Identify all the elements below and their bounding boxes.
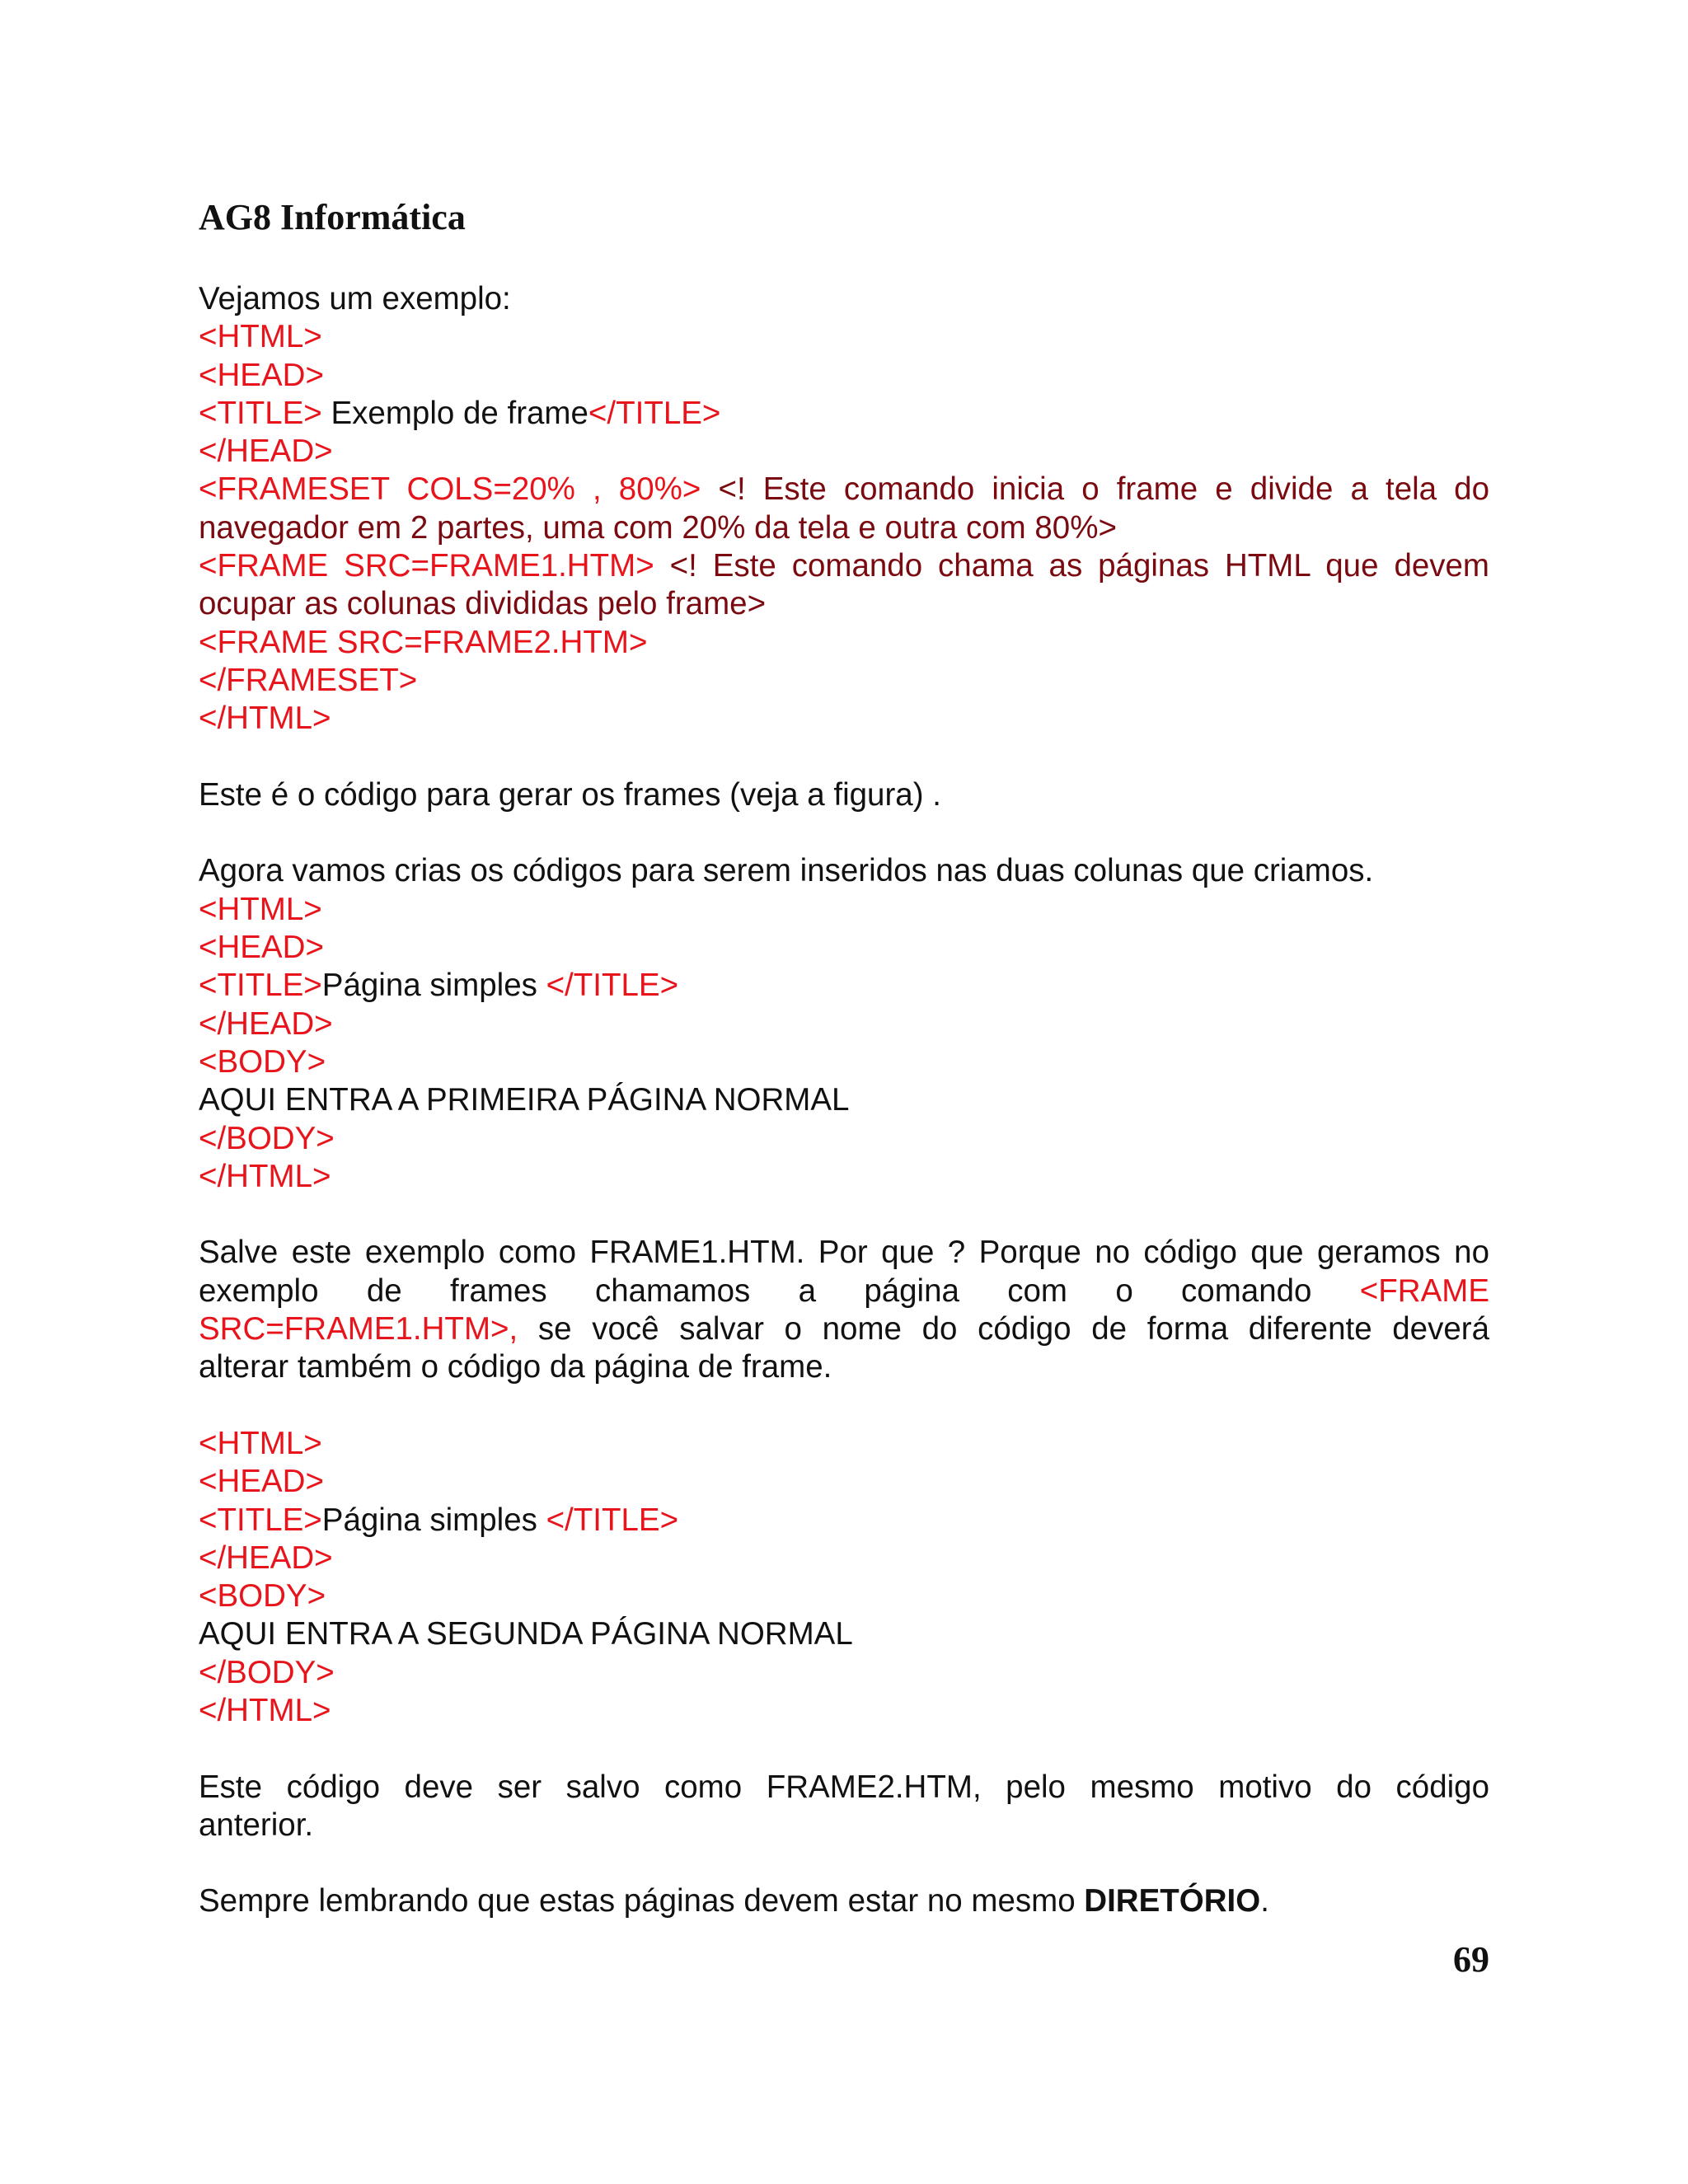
para-salve-line3-text: se você salvar o nome do código de forma diferente deverá [537, 1311, 1489, 1347]
code3-head-close: </HEAD> [199, 1540, 333, 1576]
code2-title-close: </TITLE> [546, 968, 679, 1004]
code-head-close: </HEAD> [199, 434, 333, 470]
page-body [199, 280, 1489, 1921]
code-title-line [199, 395, 1489, 433]
code-frameset-comment-2: navegador em 2 partes, uma com 20% da tela e outra com 80%> [199, 509, 1117, 546]
code3-title-text: Página simples [321, 1502, 546, 1538]
para-salve-line4: alterar também o código da página de frame. [199, 1349, 832, 1385]
code-title-text: Exemplo de frame [321, 395, 588, 431]
page-header: AG8 Informática [199, 197, 466, 237]
code-title-close: </TITLE> [588, 395, 721, 431]
para-salve-line3-tag: SRC=FRAME1.HTM>, [199, 1311, 518, 1347]
code2-title-open: <TITLE> [199, 968, 322, 1004]
code3-html-open: <HTML> [199, 1425, 322, 1461]
para-salve-line2 [199, 1272, 1489, 1310]
code3-head-open: <HEAD> [199, 1464, 324, 1500]
para-sempre-end: . [1260, 1883, 1269, 1919]
code-frameset-close: </FRAMESET> [199, 662, 418, 698]
para-sempre [199, 1882, 1489, 1920]
para-salve-line1: Salve este exemplo como FRAME1.HTM. Por que ? Porque no código que geramos no [199, 1235, 1489, 1271]
code3-title-open: <TITLE> [199, 1502, 322, 1538]
code2-content: AQUI ENTRA A PRIMEIRA PÁGINA NORMAL [199, 1082, 850, 1118]
para-frame2-line1: Este código deve ser salvo como FRAME2.HTM, pelo mesmo motivo do código [199, 1769, 1489, 1805]
para-sempre-bold: DIRETÓRIO [1084, 1883, 1261, 1919]
code3-body-open: <BODY> [199, 1578, 326, 1615]
para-salve-line2-text: exemplo de frames chamamos a página com o comando [199, 1272, 1312, 1309]
code2-body-close: </BODY> [199, 1120, 335, 1156]
code-frame2-tag: <FRAME SRC=FRAME2.HTM> [199, 624, 648, 660]
example1-intro: Vejamos um exemplo: [199, 281, 511, 316]
code2-html-close: </HTML> [199, 1158, 331, 1194]
code-html-open: <HTML> [199, 319, 322, 355]
para-code-frames: Este é o código para gerar os frames (veja a figura) . [199, 776, 941, 813]
code3-title-close: </TITLE> [546, 1502, 679, 1538]
code2-head-close: </HEAD> [199, 1005, 333, 1042]
code-frame1-comment-2: ocupar as colunas divididas pelo frame> [199, 586, 767, 622]
para-frame2-line2: anterior. [199, 1807, 314, 1843]
code-frameset-comment-1: <! Este comando inicia o frame e divide a tela do [701, 471, 1489, 508]
code3-title-line [199, 1502, 1489, 1540]
code-frameset-line [199, 471, 1489, 509]
code2-html-open: <HTML> [199, 891, 322, 927]
code2-title-text: Página simples [321, 968, 546, 1004]
code-frame1-line [199, 547, 1489, 585]
code-html-close: </HTML> [199, 701, 331, 737]
code2-body-open: <BODY> [199, 1043, 326, 1080]
code3-content: AQUI ENTRA A SEGUNDA PÁGINA NORMAL [199, 1616, 853, 1652]
para-salve-line3 [199, 1310, 1489, 1348]
code-frame1-tag: <FRAME SRC=FRAME1.HTM> [199, 548, 654, 584]
code-title-open: <TITLE> [199, 395, 322, 431]
code2-title-line [199, 967, 1489, 1005]
code-frame1-comment-1: <! Este comando chama as páginas HTML que devem [654, 548, 1489, 584]
code-frameset-tag: <FRAMESET COLS=20% , 80%> [199, 471, 701, 508]
code3-body-close: </BODY> [199, 1654, 335, 1690]
page-number: 69 [1453, 1939, 1489, 1980]
code3-html-close: </HTML> [199, 1692, 331, 1728]
para-salve-line2-tag: <FRAME [1359, 1272, 1489, 1309]
code-head-open: <HEAD> [199, 357, 324, 393]
para-sempre-text: Sempre lembrando que estas páginas devem estar no mesmo [199, 1883, 1085, 1919]
para-agora: Agora vamos crias os códigos para serem inseridos nas duas colunas que criamos. [199, 853, 1374, 889]
code2-head-open: <HEAD> [199, 930, 324, 966]
